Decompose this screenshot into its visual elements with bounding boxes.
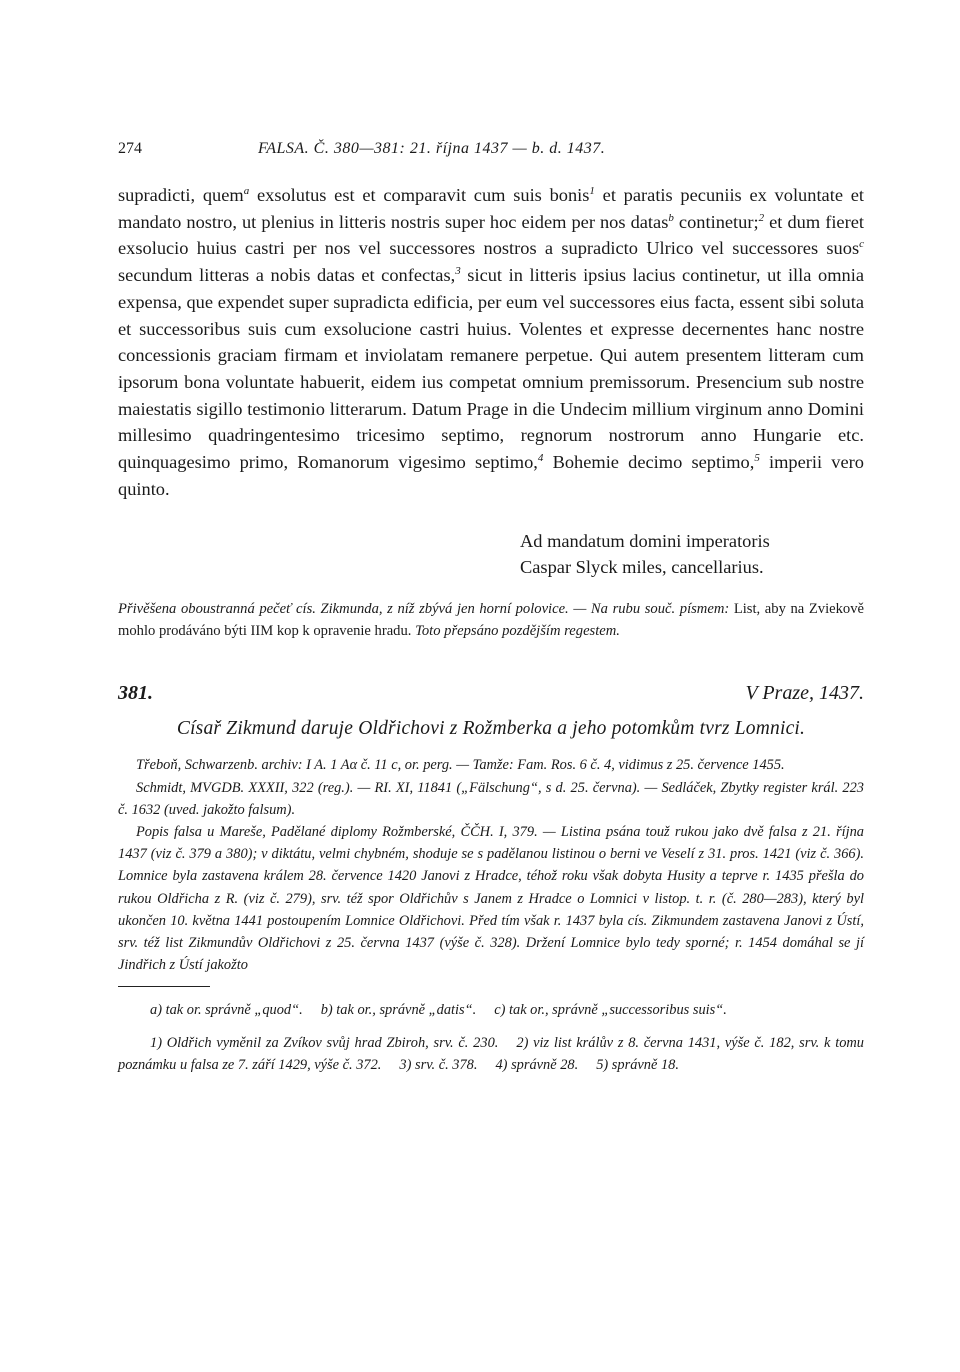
page <box>118 140 864 1076</box>
note-marker: a <box>243 185 250 197</box>
text-segment: et dum fieret exsolucio huius castri per nos vel successores nostros a supradicto Ulrico vel successores suos <box>118 211 864 259</box>
explanatory-note-2: 2) viz list králův z 8. června 1431, výše č. 182, srv. k tomu poznámku u falsa ze 7. září 1429, výše č. 372. <box>118 1034 864 1073</box>
note-marker: b <box>668 211 674 224</box>
section-title: Císař Zikmund daruje Oldřichovi z Rožmberka a jeho potomkům tvrz Lomnici. <box>176 718 806 740</box>
source-notes <box>118 754 864 976</box>
explanatory-note-3: 3) srv. č. 378. <box>399 1056 478 1073</box>
page-number: 274 <box>118 140 142 157</box>
seal-note <box>118 598 864 642</box>
text-segment: secundum litteras a nobis datas et confectas, <box>118 265 456 286</box>
charter-paragraph <box>118 182 864 502</box>
seal-note-italic: Přivěšena oboustranná pečeť cís. Zikmunda, z níž zbývá jen horní polovice. — Na rubu souč. písmem: <box>118 601 730 618</box>
text-segment: imperii vero quinto. <box>118 452 864 499</box>
text-segment: exsolutus est et comparavit cum suis bonis <box>249 185 590 205</box>
seal-note-quote: List, aby na Zviekově mohlo prodáváno býti IIM kop k opravenie hradu. <box>118 601 864 640</box>
note-marker: c <box>859 238 864 251</box>
source-literature: Schmidt, MVGDB. XXXII, 322 (reg.). — RI. XI, 11841 („Fälschung“, s d. 25. června). — Sedláček, Zbytky register král. 223 č. 1632 (uved. jakožto falsum). <box>118 779 864 818</box>
page-header <box>118 140 864 162</box>
charter-text <box>118 182 864 502</box>
text-segment: Bohemie decimo septimo, <box>543 452 755 473</box>
explanatory-note-1: 1) Oldřich vyměnil za Zvíkov svůj hrad Zbiroh, srv. č. 230. <box>150 1034 499 1051</box>
running-title: FALSA. Č. 380—381: 21. října 1437 — b. d. 1437. <box>258 140 606 157</box>
textual-notes <box>118 999 864 1021</box>
explanatory-notes <box>118 1032 864 1076</box>
explanatory-note-line <box>118 1032 864 1076</box>
note-marker: 3 <box>455 265 461 278</box>
explanatory-note-4: 4) správně 28. <box>495 1056 579 1073</box>
footnote-divider <box>118 986 210 987</box>
textual-note-b: b) tak or., správně „datis“. <box>320 1002 477 1019</box>
signature-block <box>520 528 864 580</box>
textual-note-line <box>118 999 864 1021</box>
note-marker: 4 <box>537 452 544 465</box>
source-archive: Třeboň, Schwarzenb. archiv: I A. 1 Aα č. 11 c, or. perg. — Tamže: Fam. Ros. 6 č. 4, vidimus z 25. července 1455. <box>136 757 785 774</box>
textual-note-c: c) tak or., správně „successoribus suis“. <box>494 1002 727 1019</box>
section-date: V Praze, 1437. <box>745 682 864 705</box>
signature-line-2: Caspar Slyck miles, cancellarius. <box>520 557 764 578</box>
note-marker: 1 <box>589 185 595 197</box>
note-marker: 2 <box>758 211 765 224</box>
explanatory-note-5: 5) správně 18. <box>596 1056 679 1073</box>
text-segment: supradicti, quem <box>118 185 244 205</box>
section-number: 381. <box>118 682 153 705</box>
section-heading <box>118 682 864 708</box>
text-segment: et paratis pecuniis ex voluntate et mandato nostro, ut plenius in litteris nostris super hoc eidem per nos datas <box>118 185 864 232</box>
text-segment: sicut in litteris ipsius lacius continetur, ut illa omnia expensa, que expendet super supradicta edificia, per eum vel successores eius facta, essent sibi soluta et successoribus suis cum exsolucione castri huius. Volentes et expresse decernentes hanc nostre concessionis graciam firmam et inviolatam remanere perpetue. Qui autem presentem litteram cum ipsorum bona voluntate habuerit, eidem ius competat omnium premissorum. Presencium sub nostre maiestatis sigillo testimonio litterarum. Datum Prage in die Undecim millium virginum anno Domini millesimo quadringentesimo tricesimo septimo, regnorum nostrorum anno Hungarie etc. quinquagesimo primo, Romanorum vigesimo septimo, <box>118 265 864 473</box>
source-commentary: Popis falsa u Mareše, Padělané diplomy Rožmberské, ČČH. I, 379. — Listina psána touž rukou jako dvě falsa z 21. října 1437 (viz č. 379 a 380); v diktátu, velmi chybném, shoduje se s padělanou listinou o berni ve Veselí z 31. pros. 1421 (viz č. 366). Lomnice byla zastavena králem 28. července 1420 Janovi z Hradce, téhož roku však dobyta Husity a teprve r. 1435 přešla do rukou Oldřicha z R. (viz č. 279), srv. též spor Oldřichův s Janem z Hradce o Lomnici v listop. t. r. (č. 280—283), který byl ukončen 10. května 1441 postoupením Lomnice Oldřichovi. Před tím však r. 1437 byla cís. Zikmundem zastavena Janovi z Ústí, srv. též list Zikmundův Oldřichovi z 25. června 1437 (výše č. 328). Držení Lomnice bylo tedy sporné; r. 1454 domáhal se jí Jindřich z Ústí jakožto <box>118 824 864 974</box>
textual-note-a: a) tak or. správně „quod“. <box>150 1002 303 1019</box>
note-marker: 5 <box>754 452 760 465</box>
text-segment: continetur; <box>673 211 759 232</box>
signature-line-1: Ad mandatum domini imperatoris <box>520 531 770 552</box>
seal-note-end: Toto přepsáno pozdějším regestem. <box>411 623 620 640</box>
